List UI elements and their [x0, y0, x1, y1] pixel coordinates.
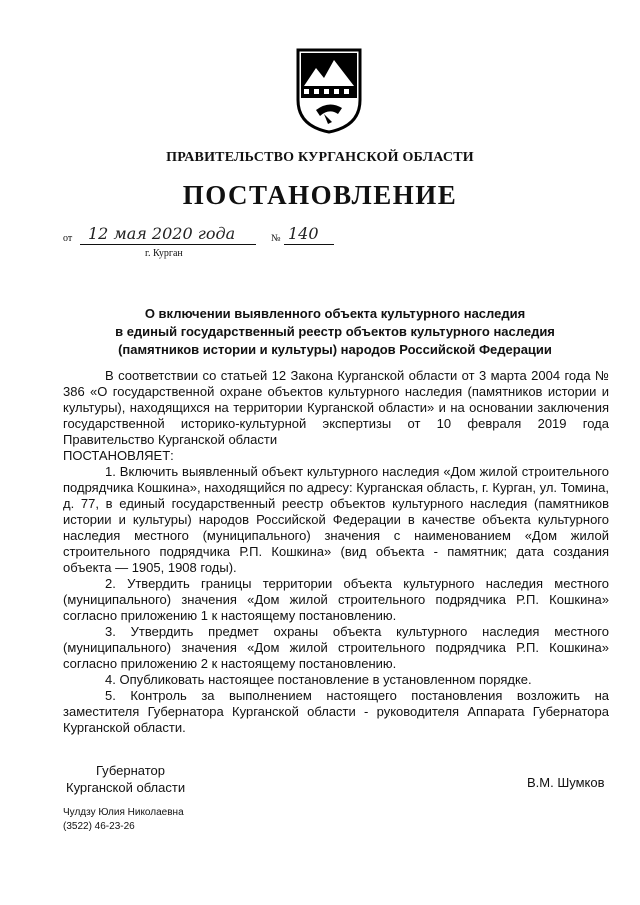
document-body	[63, 368, 609, 736]
number-underline	[284, 244, 334, 245]
document-subject	[60, 305, 610, 359]
decree-item: 3. Утвердить предмет охраны объекта культурного наследия местного (муниципального) значения «Дом жилой строительного подрядчика Р.П. Кошкина» согласно приложению 2 к настоящему постановлению.	[63, 624, 609, 671]
date-prefix: от	[63, 233, 73, 244]
signatory-position-line: Губернатор	[96, 763, 165, 778]
number-prefix: №	[271, 233, 281, 244]
government-name: ПРАВИТЕЛЬСТВО КУРГАНСКОЙ ОБЛАСТИ	[166, 150, 474, 165]
city-label: г. Курган	[145, 248, 183, 259]
decree-item: 5. Контроль за выполнением настоящего постановления возложить на заместителя Губернатора Курганской области - руководителя Аппарата Губернатора Курганской области.	[63, 688, 609, 735]
decree-item: 2. Утвердить границы территории объекта культурного наследия местного (муниципального) значения «Дом жилой строительного подрядчика Р.П. Кошкина» согласно приложению 1 к настоящему постановлению.	[63, 576, 609, 623]
handwritten-number: 140	[288, 224, 319, 243]
kurgan-coat-of-arms-icon	[294, 48, 364, 134]
subject-line: в единый государственный реестр объектов культурного наследия	[115, 324, 555, 339]
executor-name: Чулдзу Юлия Николаевна	[63, 807, 184, 818]
signatory-position-line: Курганской области	[66, 780, 186, 795]
date-underline	[80, 244, 256, 245]
subject-line: О включении выявленного объекта культурного наследия	[144, 306, 526, 321]
handwritten-date: 12 мая 2020 года	[88, 224, 236, 243]
executor-contact	[63, 806, 184, 834]
preamble-paragraph: В соответствии со статьей 12 Закона Курганской области от 3 марта 2004 года № 386 «О государственной охране объектов культурного наследия (памятников истории и культуры), находящихся на территории Курганской области» и на основании заключения государственной историко-культурной экспертизы от 10 февраля 2019 года Правительство Курганской области	[63, 368, 609, 447]
decree-item: 4. Опубликовать настоящее постановление в установленном порядке.	[105, 672, 532, 687]
signatory-position	[66, 762, 185, 796]
decree-item: 1. Включить выявленный объект культурного наследия «Дом жилой строительного подрядчика Кошкина», находящийся по адресу: Курганская область, г. Курган, ул. Томина, д. 77, в единый государственный реестр объектов культурного наследия (памятников истории и культуры) народов Российской Федерации в качестве объекта культурного наследия местного (муниципального) значения с наименованием «Дом жилой строительного подрядчика Р.П. Кошкина» (вид объекта - памятник; дата создания объекта — 1905, 1908 годы).	[63, 464, 610, 575]
executor-phone: (3522) 46-23-26	[63, 821, 135, 832]
subject-line: (памятников истории и культуры) народов Российской Федерации	[118, 342, 552, 357]
decree-word: ПОСТАНОВЛЯЕТ:	[63, 448, 174, 463]
signatory-name: В.М. Шумков	[527, 775, 605, 790]
document-title: ПОСТАНОВЛЕНИЕ	[182, 180, 458, 210]
